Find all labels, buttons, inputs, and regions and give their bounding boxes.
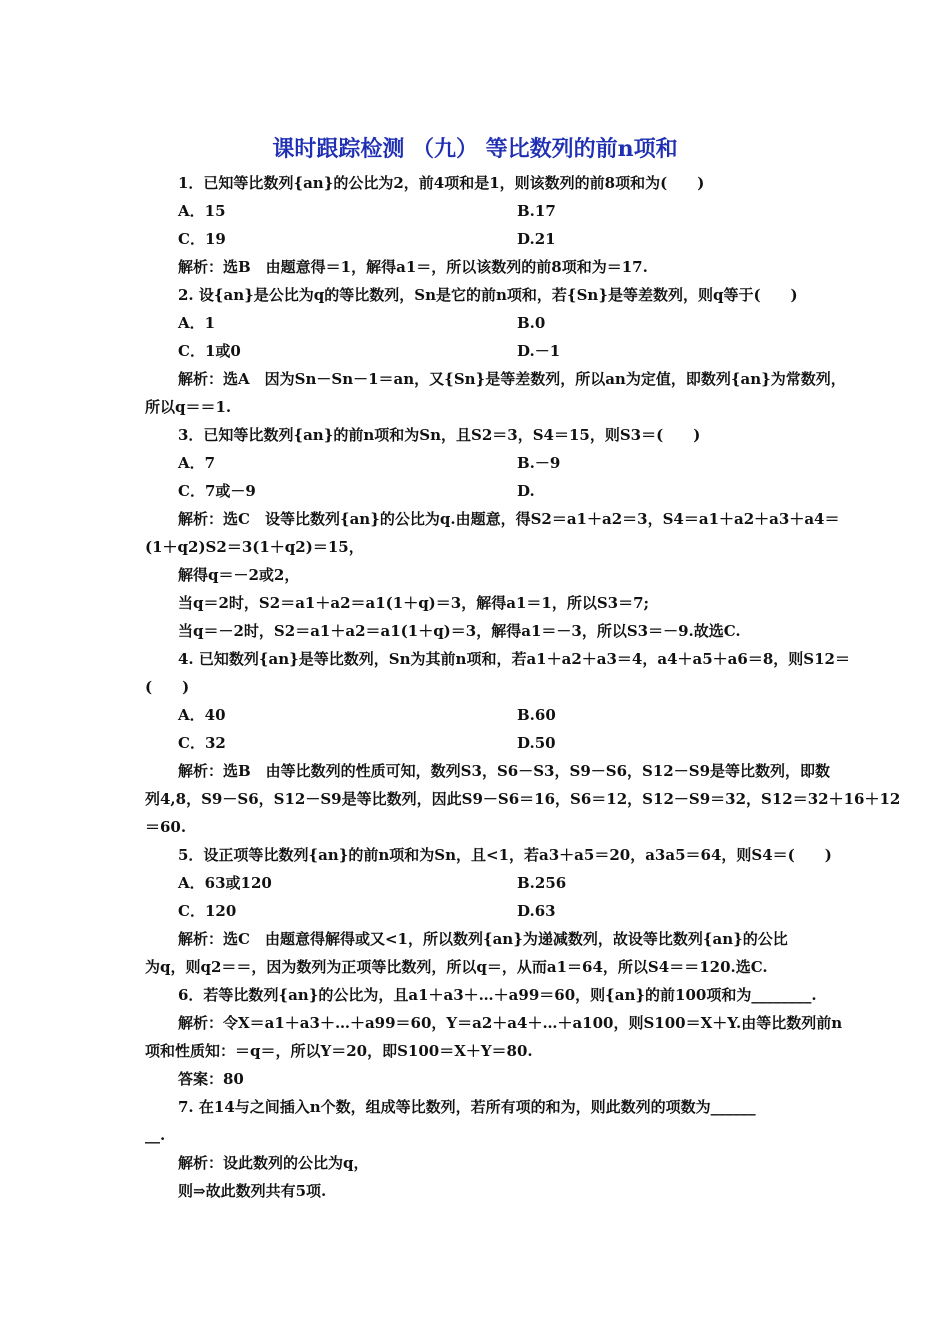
question-6-stem: 6．若等比数列{an}的公比为，且a1＋a3＋…＋a99＝60，则{an}的前100项和为________.	[178, 986, 817, 1004]
question-5-stem: 5．设正项等比数列{an}的前n项和为Sn，且<1，若a3＋a5＝20，a3a5＝64，则S4＝( )	[178, 846, 832, 864]
q2-option-d: D.－1	[517, 342, 561, 360]
q4-analysis-line-1: 解析：选B 由等比数列的性质可知，数列S3，S6－S3，S9－S6，S12－S9是等比数列，即数	[178, 762, 831, 780]
q5-option-a: A．63或120	[178, 874, 272, 892]
question-2-stem: 2. 设{an}是公比为q的等比数列，Sn是它的前n项和，若{Sn}是等差数列，则q等于( )	[178, 286, 798, 304]
q6-analysis-line-1: 解析：令X＝a1＋a3＋…＋a99＝60，Y＝a2＋a4＋…＋a100，则S100＝X＋Y.由等比数列前n	[178, 1014, 843, 1032]
q3-analysis-line-3: 解得q＝－2或2，	[178, 566, 300, 584]
q3-option-c: C．7或－9	[178, 482, 256, 500]
q6-analysis-line-2: 项和性质知：＝q＝，所以Y＝20，即S100＝X＋Y＝80.	[145, 1042, 533, 1060]
question-7-stem-line-1: 7. 在14与之间插入n个数，组成等比数列，若所有项的和为，则此数列的项数为______	[178, 1098, 756, 1116]
q1-option-c: C．19	[178, 230, 226, 248]
q4-analysis-line-3: ＝60.	[145, 818, 187, 836]
q5-option-b: B.256	[517, 874, 567, 892]
q1-option-a: A．15	[178, 202, 226, 220]
q6-answer: 答案：80	[178, 1070, 244, 1088]
q2-analysis-line-2: 所以q＝＝1.	[145, 398, 232, 416]
q5-option-d: D.63	[517, 902, 556, 920]
q2-option-a: A．1	[178, 314, 216, 332]
question-7-stem-line-2: __.	[145, 1126, 166, 1144]
q3-analysis-line-4: 当q＝2时，S2＝a1＋a2＝a1(1＋q)＝3，解得a1＝1，所以S3＝7;	[178, 594, 650, 612]
q1-analysis: 解析：选B 由题意得＝1，解得a1＝，所以该数列的前8项和为＝17.	[178, 258, 648, 276]
q2-analysis-line-1: 解析：选A 因为Sn－Sn－1＝an，又{Sn}是等差数列，所以an为定值，即数列{an}为常数列，	[178, 370, 846, 388]
page-title: 课时跟踪检测 （九） 等比数列的前n项和	[272, 136, 678, 162]
q4-option-d: D.50	[517, 734, 556, 752]
q3-analysis-line-5: 当q＝－2时，S2＝a1＋a2＝a1(1＋q)＝3，解得a1＝－3，所以S3＝－9.故选C.	[178, 622, 741, 640]
q7-analysis-line-1: 解析：设此数列的公比为q，	[178, 1154, 369, 1172]
q7-analysis-line-2: 则⇒故此数列共有5项.	[178, 1182, 327, 1200]
question-4-stem-line-1: 4. 已知数列{an}是等比数列，Sn为其前n项和，若a1＋a2＋a3＝4，a4＋a5＋a6＝8，则S12＝	[178, 650, 850, 668]
q5-option-c: C．120	[178, 902, 237, 920]
q4-option-c: C．32	[178, 734, 226, 752]
question-3-stem: 3．已知等比数列{an}的前n项和为Sn，且S2＝3，S4＝15，则S3＝( )	[178, 426, 701, 444]
q3-analysis-line-2: (1＋q2)S2＝3(1＋q2)＝15，	[145, 538, 364, 556]
q4-option-b: B.60	[517, 706, 556, 724]
q4-option-a: A．40	[178, 706, 226, 724]
q1-option-d: D.21	[517, 230, 556, 248]
q3-option-d: D.	[517, 482, 535, 500]
q3-analysis-line-1: 解析：选C 设等比数列{an}的公比为q.由题意，得S2＝a1＋a2＝3，S4＝a1＋a2＋a3＋a4＝	[178, 510, 840, 528]
q3-option-b: B.－9	[517, 454, 561, 472]
q5-analysis-line-1: 解析：选C 由题意得解得或又<1，所以数列{an}为递减数列，故设等比数列{an}的公比	[178, 930, 788, 948]
q1-option-b: B.17	[517, 202, 556, 220]
question-4-stem-line-2: ( )	[145, 678, 190, 696]
q3-option-a: A．7	[178, 454, 216, 472]
q2-option-c: C．1或0	[178, 342, 241, 360]
q4-analysis-line-2: 列4,8，S9－S6，S12－S9是等比数列，因此S9－S6＝16，S6＝12，S12－S9＝32，S12＝32＋16＋12	[145, 790, 901, 808]
q5-analysis-line-2: 为q，则q2＝＝，因为数列为正项等比数列，所以q＝，从而a1＝64，所以S4＝＝120.选C.	[145, 958, 768, 976]
q2-option-b: B.0	[517, 314, 546, 332]
question-1-stem: 1．已知等比数列{an}的公比为2，前4项和是1，则该数列的前8项和为( )	[178, 174, 705, 192]
